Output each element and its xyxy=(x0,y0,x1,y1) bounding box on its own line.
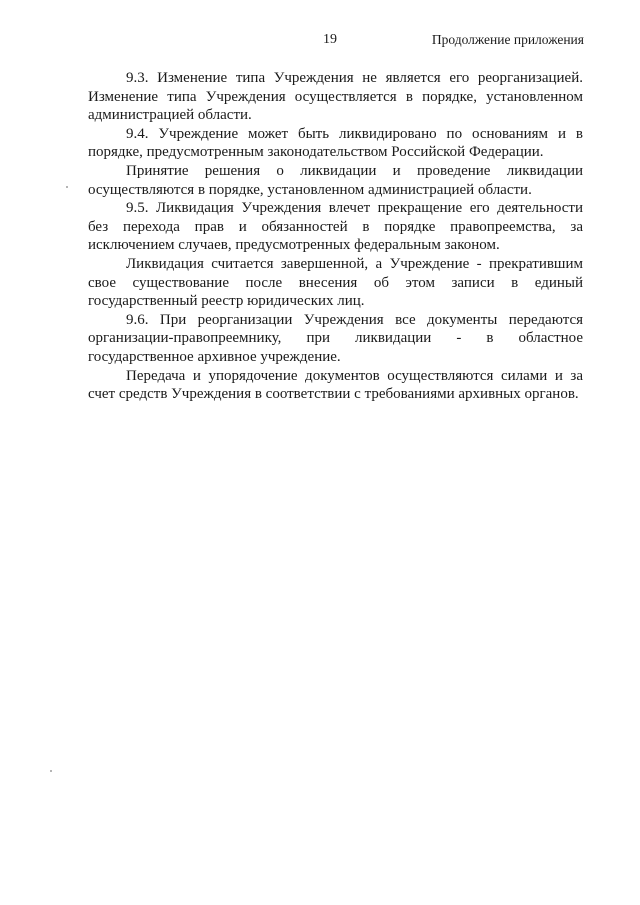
paragraph-9-3: 9.3. Изменение типа Учреждения не является его реорганизацией. Изменение типа Учреждения осуществляется в порядке, установленном администрацией области. xyxy=(88,70,583,124)
paragraph-9-6: 9.6. При реорганизации Учреждения все документы передаются организации-правопреемнику, при ликвидации - в областное государственное архивное учреждение. xyxy=(88,311,583,365)
paragraph-9-5: 9.5. Ликвидация Учреждения влечет прекращение его деятельности без перехода прав и обязанностей в порядке правопреемства, за исключением случаев, предусмотренных федеральным законом. xyxy=(88,200,583,254)
scan-dot xyxy=(50,770,52,772)
scan-dot xyxy=(66,186,68,188)
paragraph-documents-transfer: Передача и упорядочение документов осуществляются силами и за счет средств Учреждения в соответствии с требованиями архивных органов. xyxy=(88,367,583,403)
running-header: Продолжение приложения xyxy=(431,32,584,47)
document-body xyxy=(88,69,583,404)
paragraph-liquidation-completion: Ликвидация считается завершенной, а Учреждение - прекратившим свое существование после внесения об этом записи в единый государственный реестр юридических лиц. xyxy=(88,255,583,310)
paragraph-9-4: 9.4. Учреждение может быть ликвидировано по основаниям и в порядке, предусмотренным законодательством Российской Федерации. xyxy=(88,125,583,161)
paragraph-liquidation-decision: Принятие решения о ликвидации и проведение ликвидации осуществляются в порядке, установленном администрацией области. xyxy=(88,162,583,198)
page-number: 19 xyxy=(323,32,337,47)
